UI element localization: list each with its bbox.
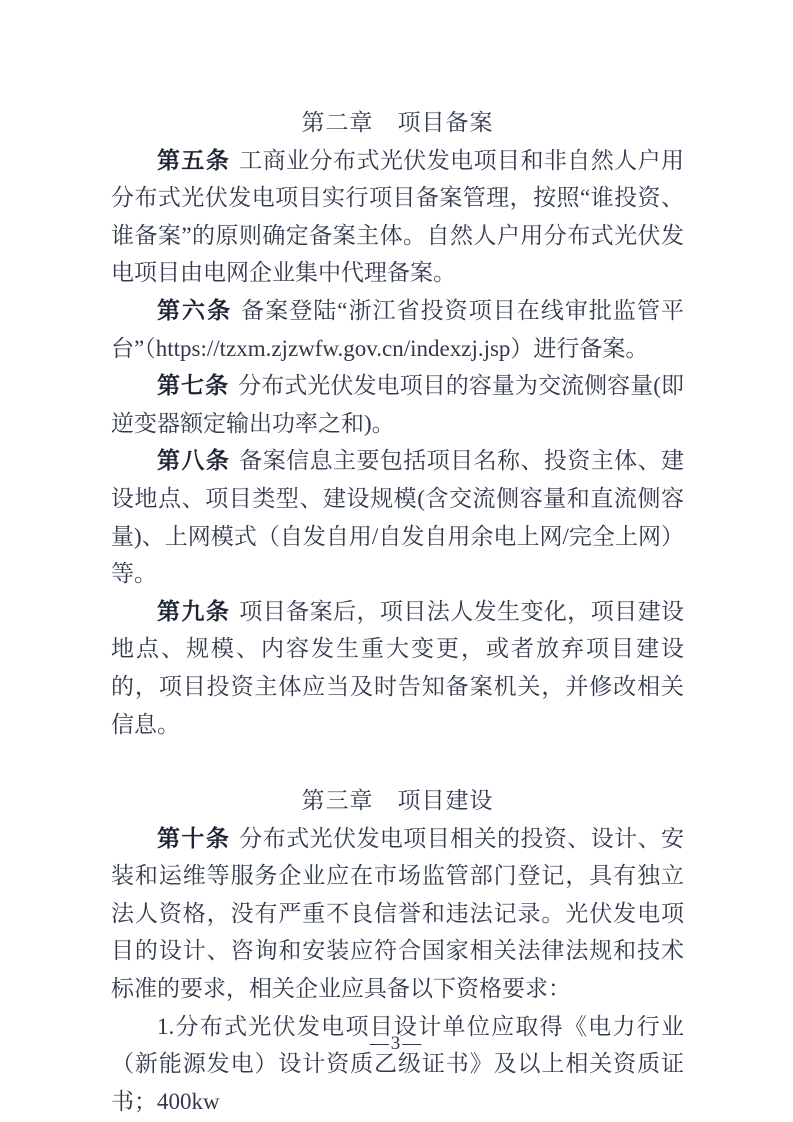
- article-7-text: 分布式光伏发电项目的容量为交流侧容量(即逆变器额定输出功率之和)。: [111, 373, 684, 436]
- chapter-2-heading: 第二章 项目备案: [301, 110, 494, 135]
- article-5-text: 工商业分布式光伏发电项目和非自然人户用分布式光伏发电项目实行项目备案管理，按照“谁投资、谁备案”的原则确定备案主体。自然人户用分布式光伏发电项目由电网企业集中代理备案。: [111, 147, 685, 286]
- article-8-paragraph: [111, 442, 684, 592]
- article-10-number: 第十条: [157, 824, 231, 851]
- chapter-3-heading: 第三章 项目建设: [301, 788, 494, 814]
- article-7-paragraph: [111, 367, 684, 442]
- article-7-number: 第七条: [157, 372, 230, 399]
- article-10-text: 分布式光伏发电项目相关的投资、设计、安装和运维等服务企业应在市场监管部门登记，具有独立法人资格，没有严重不良信誉和违法记录。光伏发电项目的设计、咨询和安装应符合国家相关法律法规和技术标准的要求，相关企业应具备以下资格要求：: [111, 825, 685, 1002]
- article-6-text: 备案登陆“浙江省投资项目在线审批监管平台”（https://tzxm.zjzwfw.gov.cn/indexzj.jsp）进行备案。: [111, 297, 685, 361]
- article-9-text: 项目备案后，项目法人发生变化，项目建设地点、规模、内容发生重大变更，或者放弃项目建设的，项目投资主体应当及时告知备案机关，并修改相关信息。: [111, 598, 685, 737]
- article-9-paragraph: [111, 593, 684, 743]
- page-number: —3—: [369, 1033, 424, 1055]
- article-10-item-1-text: 1.分布式光伏发电项目设计单位应取得《电力行业（新能源发电）设计资质乙级证书》及以上相关资质证书；400kw: [111, 1013, 684, 1114]
- article-6-number: 第六条: [157, 296, 233, 323]
- article-5-number: 第五条: [157, 146, 231, 173]
- article-5-paragraph: [111, 142, 684, 292]
- article-8-text: 备案信息主要包括项目名称、投资主体、建设地点、项目类型、建设规模(含交流侧容量和直流侧容量)、上网模式（自发自用/自发自用余电上网/完全上网）等。: [111, 448, 685, 587]
- article-9-number: 第九条: [157, 597, 231, 624]
- article-6-paragraph: [111, 292, 684, 367]
- article-10-paragraph: [111, 820, 684, 1008]
- article-8-number: 第八条: [157, 447, 231, 474]
